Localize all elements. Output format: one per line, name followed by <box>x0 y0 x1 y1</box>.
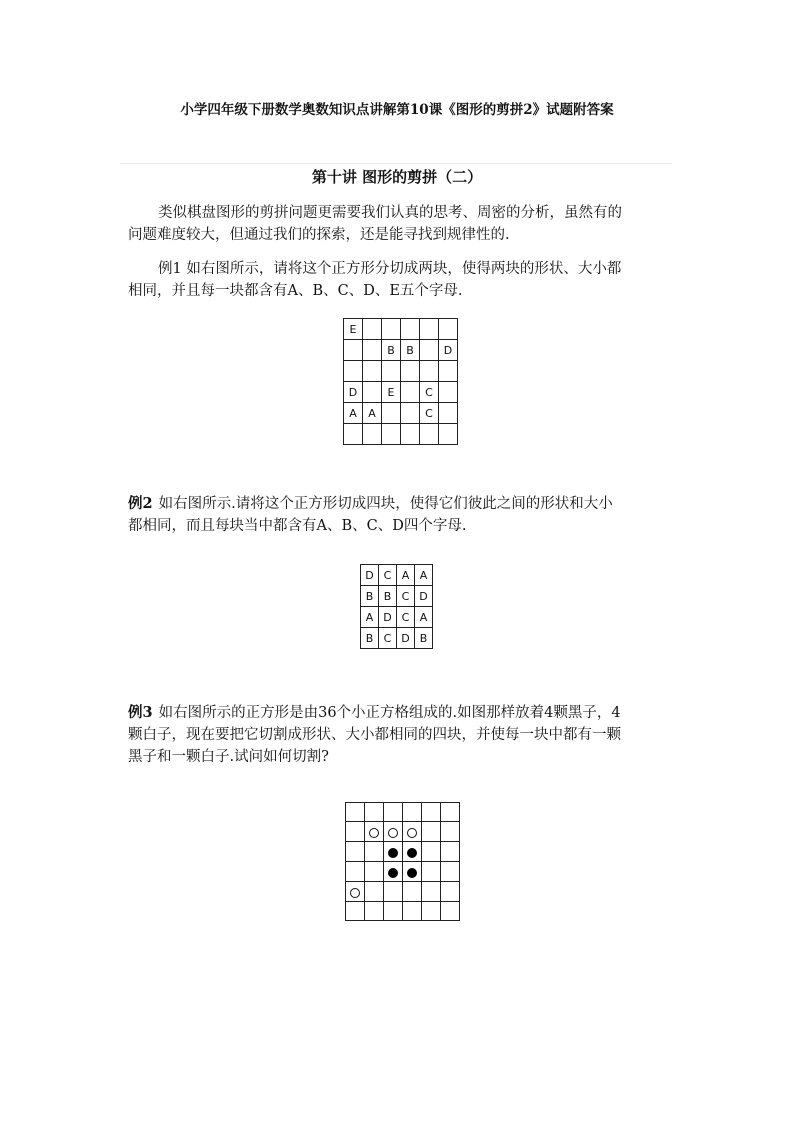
example2-letter-grid <box>360 564 433 649</box>
grid-row <box>346 803 460 822</box>
grid-cell: C <box>379 565 397 586</box>
grid-cell <box>403 902 422 921</box>
grid-cell <box>363 340 382 361</box>
grid-row <box>346 842 460 862</box>
grid-cell <box>403 842 422 862</box>
grid-cell <box>422 842 441 862</box>
grid-row <box>361 607 433 628</box>
grid-cell <box>365 803 384 822</box>
intro-line-2: 问题难度较大，但通过我们的探索，还是能寻找到规律性的. <box>128 227 510 243</box>
grid-cell <box>384 902 403 921</box>
intro-paragraph <box>128 202 676 246</box>
grid-cell <box>365 822 384 842</box>
grid-cell <box>365 842 384 862</box>
grid-cell <box>382 319 401 340</box>
black-stone-icon <box>407 868 417 878</box>
grid-cell: C <box>420 403 439 424</box>
grid-row <box>344 319 458 340</box>
document-title: 小学四年级下册数学奥数知识点讲解第10课《图形的剪拼2》试题附答案 <box>180 102 614 118</box>
grid-cell: B <box>415 628 433 649</box>
example2-label: 例2 <box>128 495 153 512</box>
example1-line-1: 例1 如右图所示，请将这个正方形分切成两块，使得两块的形状、大小都 <box>158 261 622 277</box>
example3-label: 例3 <box>128 704 153 721</box>
grid-cell <box>401 361 420 382</box>
grid-cell <box>363 319 382 340</box>
grid-cell <box>401 424 420 445</box>
grid-cell: B <box>361 628 379 649</box>
white-stone-icon <box>369 828 379 838</box>
grid-cell <box>401 382 420 403</box>
grid-cell <box>365 882 384 902</box>
grid-cell <box>344 424 363 445</box>
grid-row <box>344 424 458 445</box>
grid-cell <box>403 882 422 902</box>
example2-line-1: 如右图所示.请将这个正方形切成四块，使得它们彼此之间的形状和大小 <box>158 496 613 512</box>
white-stone-icon <box>388 828 398 838</box>
grid-cell <box>365 862 384 882</box>
grid-cell: C <box>397 586 415 607</box>
grid-cell: C <box>379 628 397 649</box>
grid-row <box>344 361 458 382</box>
grid-cell <box>346 862 365 882</box>
grid-cell: B <box>361 586 379 607</box>
grid-cell <box>384 803 403 822</box>
grid-cell: E <box>344 319 363 340</box>
grid-cell <box>363 361 382 382</box>
grid-cell: D <box>379 607 397 628</box>
grid-cell: B <box>382 340 401 361</box>
grid-cell <box>346 842 365 862</box>
grid-cell: C <box>420 382 439 403</box>
grid-cell <box>384 842 403 862</box>
black-stone-icon <box>388 868 398 878</box>
grid-cell <box>420 361 439 382</box>
grid-cell <box>439 382 458 403</box>
grid-cell <box>441 822 460 842</box>
grid-cell <box>363 424 382 445</box>
grid-cell: D <box>415 586 433 607</box>
grid-row <box>361 628 433 649</box>
grid-cell: A <box>344 403 363 424</box>
intro-line-1: 类似棋盘图形的剪拼问题更需要我们认真的思考、周密的分析，虽然有的 <box>158 205 622 221</box>
grid-cell <box>401 403 420 424</box>
grid-row <box>344 382 458 403</box>
grid-cell <box>422 803 441 822</box>
grid-cell: D <box>361 565 379 586</box>
lesson-title: 第十讲 图形的剪拼（二） <box>311 168 483 186</box>
example1-paragraph <box>128 258 676 302</box>
grid-cell <box>346 803 365 822</box>
grid-cell <box>422 862 441 882</box>
grid-cell <box>441 803 460 822</box>
grid-cell: E <box>382 382 401 403</box>
grid-cell <box>420 319 439 340</box>
example3-stone-grid <box>345 802 460 921</box>
grid-cell <box>422 882 441 902</box>
grid-cell <box>384 882 403 902</box>
grid-cell <box>441 862 460 882</box>
grid-cell <box>422 822 441 842</box>
grid-cell <box>384 862 403 882</box>
example3-line-1: 如右图所示的正方形是由36个小正方格组成的.如图那样放着4颗黑子，4 <box>158 705 621 721</box>
grid-cell: B <box>401 340 420 361</box>
grid-cell <box>441 882 460 902</box>
grid-cell <box>401 319 420 340</box>
grid-cell: C <box>397 607 415 628</box>
grid-cell <box>346 902 365 921</box>
white-stone-icon <box>350 888 360 898</box>
grid-cell: A <box>363 403 382 424</box>
grid-cell <box>346 882 365 902</box>
grid-row <box>344 340 458 361</box>
grid-cell <box>344 340 363 361</box>
grid-cell <box>384 822 403 842</box>
grid-cell <box>365 902 384 921</box>
grid-cell <box>382 403 401 424</box>
grid-cell <box>441 902 460 921</box>
grid-cell <box>344 361 363 382</box>
example3-line-3: 黑子和一颗白子.试问如何切割? <box>128 749 329 765</box>
grid-cell <box>439 403 458 424</box>
grid-cell <box>403 803 422 822</box>
grid-cell <box>422 902 441 921</box>
grid-row <box>346 822 460 842</box>
white-stone-icon <box>407 828 417 838</box>
grid-cell: B <box>379 586 397 607</box>
grid-cell: D <box>397 628 415 649</box>
example1-letter-grid <box>343 318 458 445</box>
grid-cell: A <box>397 565 415 586</box>
grid-cell <box>439 361 458 382</box>
grid-cell <box>441 842 460 862</box>
grid-row <box>361 586 433 607</box>
grid-cell: A <box>415 607 433 628</box>
grid-row <box>346 882 460 902</box>
title-divider <box>120 163 672 164</box>
example3-line-2: 颗白子，现在要把它切割成形状、大小都相同的四块，并使每一块中都有一颗 <box>128 727 621 743</box>
grid-cell <box>403 822 422 842</box>
example3-paragraph <box>128 702 676 768</box>
grid-cell <box>439 319 458 340</box>
grid-row <box>361 565 433 586</box>
black-stone-icon <box>388 848 398 858</box>
grid-cell <box>403 862 422 882</box>
example2-paragraph <box>128 493 676 537</box>
grid-cell <box>382 424 401 445</box>
grid-cell <box>420 424 439 445</box>
example1-line-2: 相同，并且每一块都含有A、B、C、D、E五个字母. <box>128 283 463 299</box>
grid-cell: D <box>344 382 363 403</box>
grid-cell <box>439 424 458 445</box>
grid-cell <box>382 361 401 382</box>
grid-cell: A <box>415 565 433 586</box>
black-stone-icon <box>407 848 417 858</box>
grid-cell <box>420 340 439 361</box>
example2-line-2: 都相同，而且每块当中都含有A、B、C、D四个字母. <box>128 518 467 534</box>
grid-row <box>346 902 460 921</box>
grid-row <box>346 862 460 882</box>
grid-cell <box>363 382 382 403</box>
grid-cell <box>346 822 365 842</box>
grid-cell: A <box>361 607 379 628</box>
grid-row <box>344 403 458 424</box>
grid-cell: D <box>439 340 458 361</box>
